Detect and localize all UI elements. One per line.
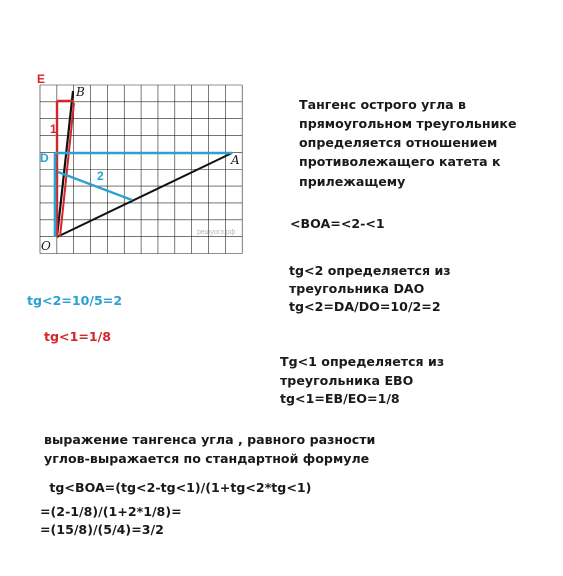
tg1-line-3: tg<1=EB/EO=1/8 [280,391,400,406]
label-o: O [41,239,51,253]
tg1-line-1: Tg<1 определяется из [280,354,445,369]
left-tg1-note: tg<1=1/8 [44,329,112,344]
explanation-line-5: прилежащему [299,174,406,189]
formula-line-2: =(2-1/8)/(1+2*1/8)= [40,504,182,519]
formula-intro-line-2: углов-выражается по стандартной формуле [44,451,370,466]
segment-oa [57,153,232,237]
red-segment-ob [60,103,74,237]
explanation-line-2: прямоугольном треугольнике [299,116,517,131]
geometry-diagram [0,0,260,270]
tg2-line-3: tg<2=DA/DO=10/2=2 [289,299,441,314]
formula-line-3: =(15/8)/(5/4)=3/2 [40,522,164,537]
tg2-line-2: треугольника DAO [289,281,425,296]
formula-intro-line-1: выражение тангенса угла , равного разности [44,432,376,447]
left-tg2-note: tg<2=10/5=2 [27,293,123,308]
watermark: решуогэ.рф [197,229,236,236]
formula-line-1: tg<BOA=(tg<2-tg<1)/(1+tg<2*tg<1) [45,480,312,495]
tg2-line-1: tg<2 определяется из [289,263,451,278]
label-a: A [231,153,240,167]
explanation-line-1: Тангенс острого угла в [299,97,467,112]
explanation-line-4: противолежащего катета к [299,154,501,169]
label-e: E [37,72,46,86]
angle-equation: <BOA=<2-<1 [290,216,385,231]
segment-ob [57,91,73,237]
label-2: 2 [97,169,104,183]
label-1: 1 [50,122,57,136]
tg1-line-2: треугольника EBO [280,373,414,388]
label-d: D [40,151,49,165]
label-b: B [76,85,85,99]
explanation-line-3: определяется отношением [299,135,498,150]
